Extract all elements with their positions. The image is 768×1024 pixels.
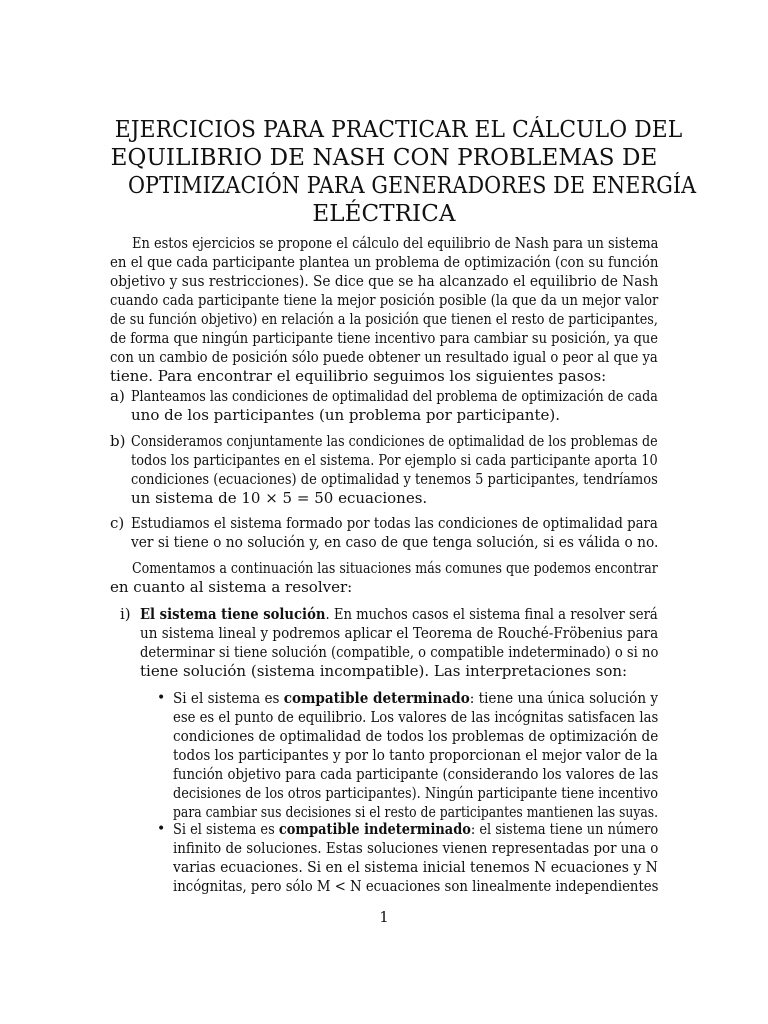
bullet-line: varias ecuaciones. Si en el sistema inicial tenemos N ecuaciones y N [173, 858, 658, 876]
step-line: Consideramos conjuntamente las condiciones de optimalidad de los problemas de [131, 432, 658, 450]
bullet-line: ese es el punto de equilibrio. Los valores de las incógnitas satisfacen las [173, 708, 659, 726]
bullet-prefix: Si el sistema es [173, 820, 279, 838]
bullet-icon: • [157, 690, 166, 706]
step-line: un sistema de 10 × 5 = 50 ecuaciones. [131, 489, 428, 507]
bullet-first-line-rest: : tiene una única solución y [469, 689, 659, 707]
title-line: EQUILIBRIO DE NASH CON PROBLEMAS DE [110, 145, 658, 171]
case-marker: i) [120, 605, 131, 623]
step-line: Planteamos las condiciones de optimalidad del problema de optimización de cada [131, 387, 658, 405]
bullet-line: función objetivo para cada participante (considerando los valores de las [173, 765, 659, 783]
bullet-line: decisiones de los otros participantes). Ningún participante tiene incentivo [173, 784, 659, 802]
step-line: uno de los participantes (un problema por participante). [131, 406, 560, 424]
step-marker: a) [110, 387, 125, 405]
bullet-first-line [173, 689, 658, 707]
case-line: determinar si tiene solución (compatible, o compatible indeterminado) o si no [140, 643, 659, 661]
intro-line: con un cambio de posición sólo puede obtener un resultado igual o peor al que ya [110, 348, 658, 366]
step-line: Estudiamos el sistema formado por todas las condiciones de optimalidad para [131, 514, 658, 532]
intro-line: de forma que ningún participante tiene incentivo para cambiar su posición, ya que [110, 329, 659, 347]
title-line: OPTIMIZACIÓN PARA GENERADORES DE ENERGÍA [127, 173, 697, 199]
bullet-first-line [173, 820, 658, 838]
bullet-prefix: Si el sistema es [173, 689, 284, 707]
comment-line: en cuanto al sistema a resolver: [110, 578, 353, 596]
title-line: EJERCICIOS PARA PRACTICAR EL CÁLCULO DEL [114, 117, 683, 143]
case-bold-lead: El sistema tiene solución [140, 605, 326, 623]
case-first-line [140, 605, 658, 623]
comment-line: Comentamos a continuación las situaciones más comunes que podemos encontrar [132, 559, 658, 577]
bullet-icon: • [157, 821, 166, 837]
step-marker: b) [110, 432, 126, 450]
case-line: tiene solución (sistema incompatible). Las interpretaciones son: [140, 662, 628, 680]
bullet-line: todos los participantes y por lo tanto proporcionan el mejor valor de la [173, 746, 658, 764]
case-first-line-rest: . En muchos casos el sistema final a resolver será [325, 605, 658, 623]
case-line: un sistema lineal y podremos aplicar el Teorema de Rouché-Fröbenius para [140, 624, 659, 642]
document-title [100, 116, 697, 228]
intro-line: tiene. Para encontrar el equilibrio seguimos los siguientes pasos: [110, 367, 607, 385]
bullet-line: para cambiar sus decisiones si el resto de participantes mantienen las suyas. [173, 803, 659, 821]
step-line: condiciones (ecuaciones) de optimalidad y tenemos 5 participantes, tendríamos [131, 470, 658, 488]
bullet-line: condiciones de optimalidad de todos los problemas de optimización de [173, 727, 659, 745]
step-line: todos los participantes en el sistema. Por ejemplo si cada participante aporta 10 [131, 451, 658, 469]
intro-line: de su función objetivo) en relación a la posición que tienen el resto de participantes, [110, 310, 658, 328]
intro-line: cuando cada participante tiene la mejor posición posible (la que da un mejor valor [110, 291, 659, 309]
bullet-bold-term: compatible determinado [283, 689, 470, 707]
page-number: 1 [379, 908, 389, 926]
step-marker: c) [110, 514, 125, 532]
intro-line: En estos ejercicios se propone el cálculo del equilibrio de Nash para un sistema [132, 234, 659, 252]
bullet-bold-term: compatible indeterminado [278, 820, 471, 838]
step-line: ver si tiene o no solución y, en caso de que tenga solución, si es válida o no. [131, 533, 659, 551]
title-line: ELÉCTRICA [312, 201, 456, 227]
intro-line: en el que cada participante plantea un problema de optimización (con su función [110, 253, 659, 271]
intro-line: objetivo y sus restricciones). Se dice que se ha alcanzado el equilibrio de Nash [110, 272, 659, 290]
bullet-line: incógnitas, pero sólo M < N ecuaciones son linealmente independientes [173, 877, 659, 895]
bullet-line: infinito de soluciones. Estas soluciones vienen representadas por una o [173, 839, 659, 857]
bullet-first-line-rest: : el sistema tiene un número [470, 820, 659, 838]
